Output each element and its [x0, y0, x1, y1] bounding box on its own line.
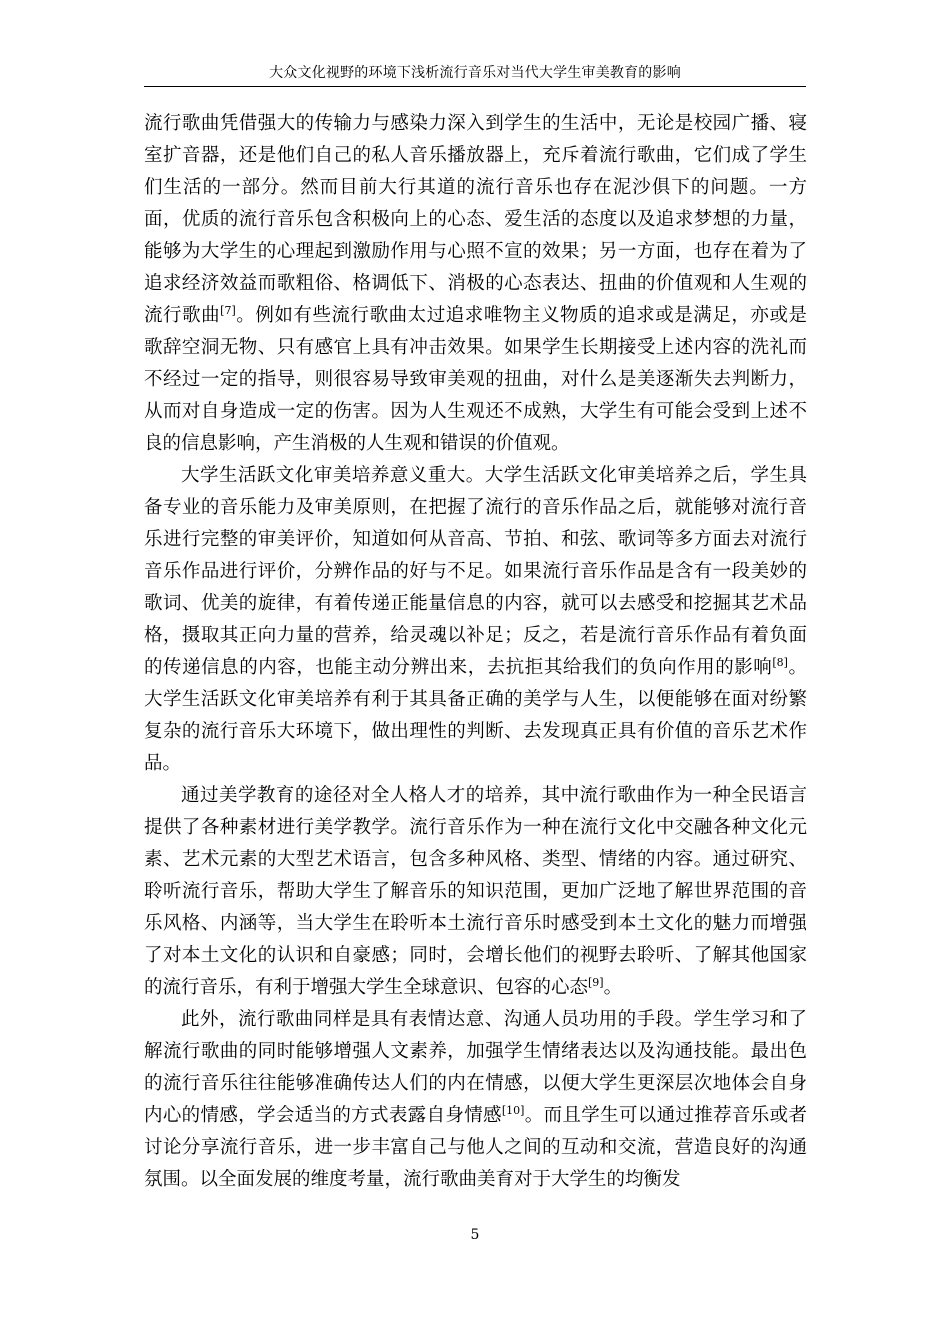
body-paragraph — [144, 460, 807, 780]
body-paragraph — [144, 108, 807, 460]
running-header: 大众文化视野的环境下浅析流行音乐对当代大学生审美教育的影响 — [269, 65, 681, 81]
header-rule — [144, 86, 806, 87]
citation-reference: [9] — [588, 975, 604, 989]
paragraph-text: 。而且学生可以通过推荐音乐或者讨论分享流行音乐，进一步丰富自己与他人之间的互动和交流，营造良好的沟通氛围。以全面发展的维度考量，流行歌曲美育对于大学生的均衡发 — [144, 1105, 807, 1190]
paragraph-text: 通过美学教育的途径对全人格人才的培养，其中流行歌曲作为一种全民语言提供了各种素材进行美学教学。流行音乐作为一种在流行文化中交融各种文化元素、艺术元素的大型艺术语言，包含多种风格、类型、情绪的内容。通过研究、聆听流行音乐，帮助大学生了解音乐的知识范围，更加广泛地了解世界范围的音乐风格、内涵等，当大学生在聆听本土流行音乐时感受到本土文化的魅力而增强了对本土文化的认识和自豪感；同时，会增长他们的视野去聆听、了解其他国家的流行音乐，有利于增强大学生全球意识、包容的心态 — [144, 785, 807, 998]
citation-reference: [8] — [772, 655, 788, 669]
body-paragraph — [144, 780, 807, 1004]
page-number: 5 — [470, 1227, 480, 1243]
paragraph-text: 大学生活跃文化审美培养意义重大。大学生活跃文化审美培养之后，学生具备专业的音乐能力及审美原则，在把握了流行的音乐作品之后，就能够对流行音乐进行完整的审美评价，知道如何从音高、节拍、和弦、歌词等多方面去对流行音乐作品进行评价，分辨作品的好与不足。如果流行音乐作品是含有一段美妙的歌词、优美的旋律，有着传递正能量信息的内容，就可以去感受和挖掘其艺术品格，摄取其正向力量的营养，给灵魂以补足；反之，若是流行音乐作品有着负面的传递信息的内容，也能主动分辨出来，去抗拒其给我们的负向作用的影响 — [144, 465, 807, 678]
body-text — [144, 108, 807, 1196]
paragraph-text: 。 — [603, 977, 623, 998]
citation-reference: [7] — [220, 303, 236, 317]
paragraph-text: 。大学生活跃文化审美培养有利于其具备正确的美学与人生，以便能够在面对纷繁复杂的流行音乐大环境下，做出理性的判断、去发现真正具有价值的音乐艺术作品。 — [144, 657, 807, 774]
body-paragraph — [144, 1004, 807, 1196]
paragraph-text: 。例如有些流行歌曲太过追求唯物主义物质的追求或是满足，亦或是歌辞空洞无物、只有感官上具有冲击效果。如果学生长期接受上述内容的洗礼而不经过一定的指导，则很容易导致审美观的扭曲，对什么是美逐渐失去判断力，从而对自身造成一定的伤害。因为人生观还不成熟，大学生有可能会受到上述不良的信息影响，产生消极的人生观和错误的价值观。 — [144, 305, 807, 454]
paragraph-text: 流行歌曲凭借强大的传输力与感染力深入到学生的生活中，无论是校园广播、寝室扩音器，还是他们自己的私人音乐播放器上，充斥着流行歌曲，它们成了学生们生活的一部分。然而目前大行其道的流行音乐也存在泥沙俱下的问题。一方面，优质的流行音乐包含积极向上的心态、爱生活的态度以及追求梦想的力量，能够为大学生的心理起到激励作用与心照不宣的效果；另一方面，也存在着为了追求经济效益而歌粗俗、格调低下、消极的心态表达、扭曲的价值观和人生观的流行歌曲 — [144, 113, 807, 326]
paragraph-text: 此外，流行歌曲同样是具有表情达意、沟通人员功用的手段。学生学习和了解流行歌曲的同时能够增强人文素养，加强学生情绪表达以及沟通技能。最出色的流行音乐往往能够准确传达人们的内在情感，以便大学生更深层次地体会自身内心的情感，学会适当的方式表露自身情感 — [144, 1009, 807, 1126]
citation-reference: [10] — [501, 1103, 525, 1117]
